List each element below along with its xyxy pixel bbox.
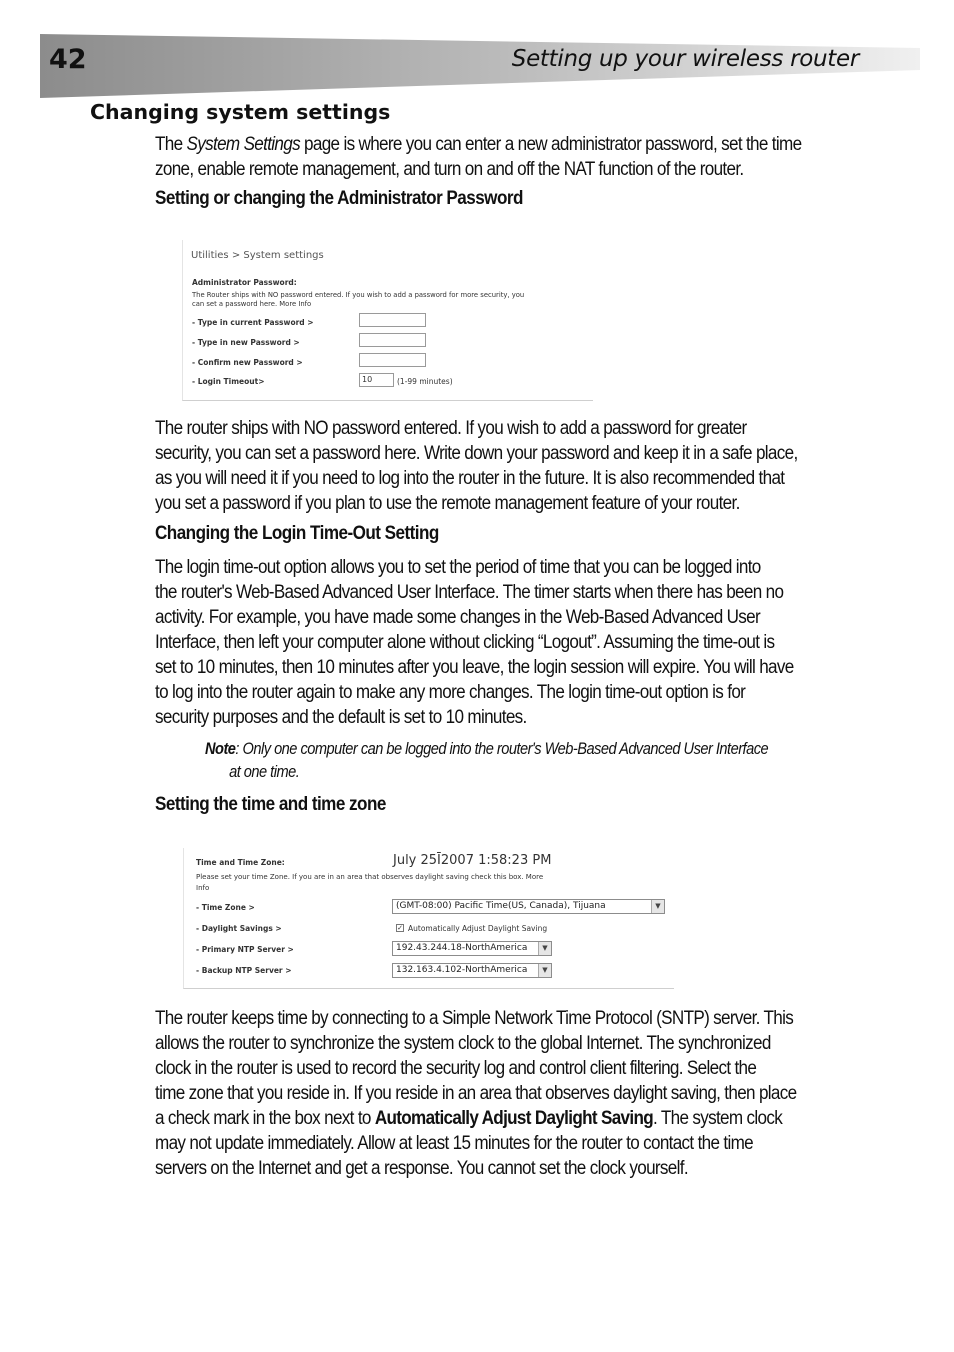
note-label: Note [205, 739, 236, 758]
time-zone-paragraph: The router keeps time by connecting to a Simple Network Time Protocol (SNTP) server. This allows the router to synchronize the system clock to the global Internet. The synchronized clock in the router is used to record the security log and control client filtering. Select the time zone that you reside in. If you reside in an area that observes daylight saving, then place a check mark in the box next to Automatically Adjust Daylight Saving. The system clock may not update immediately. Allow at least 15 minutes for the router to contact the time servers on the Internet and get a response. You cannot set the clock yourself. [155, 1008, 797, 1179]
note: Note: Only one computer can be logged into the router's Web-Based Advanced User Interface at one time. [205, 739, 769, 781]
intro-paragraph: The System Settings page is where you can enter a new administrator password, set the time zone, enable remote management, and turn on and off the NAT function of the router. [155, 134, 802, 180]
admin-password-description-2: can set a password here. More Info [192, 300, 312, 308]
confirm-password-input[interactable] [359, 353, 426, 367]
login-timeout-input[interactable]: 10 [359, 373, 394, 387]
new-password-input[interactable] [359, 333, 426, 347]
breadcrumb: Utilities > System settings [191, 250, 324, 261]
confirm-password-label: - Confirm new Password > [192, 358, 303, 367]
system-settings-term: System Settings [186, 134, 300, 155]
time-zone-heading: Setting the time and time zone [155, 794, 386, 815]
backup-ntp-select[interactable]: 132.163.4.102-NorthAmerica ▼ [392, 963, 552, 978]
login-timeout-paragraph: The login time-out option allows you to set the period of time that you can be logged into the router's Web-Based Advanced User Interface. The timer starts when there has been no activity. For example, you have made some changes in the Web-Based Advanced User Interface, then left your computer alone without clicking “Logout”. Assuming the time-out is set to 10 minutes, then 10 minutes after you leave, the login session will expire. You will have to log into the router again to make any more changes. The login time-out option is for security purposes and the default is set to 10 minutes. [155, 557, 794, 728]
chevron-down-icon: ▼ [651, 900, 664, 913]
admin-password-description: The Router ships with NO password entered. If you wish to add a password for more security, you [192, 291, 525, 299]
auto-adjust-dst-term: Automatically Adjust Daylight Saving [374, 1108, 653, 1129]
time-zone-screenshot [183, 848, 674, 989]
chevron-down-icon: ▼ [538, 942, 551, 955]
login-timeout-label: - Login Timeout> [192, 377, 265, 386]
time-zone-title: Time and Time Zone: [196, 858, 285, 867]
daylight-saving-checkbox-label: Automatically Adjust Daylight Saving [408, 924, 548, 933]
daylight-saving-checkbox[interactable]: ✓ [397, 924, 403, 932]
current-password-input[interactable] [359, 313, 426, 327]
time-zone-description: Please set your time Zone. If you are in an area that observes daylight saving check this box. More [196, 873, 544, 881]
backup-ntp-label: - Backup NTP Server > [196, 966, 292, 975]
time-zone-description-2: Info [196, 884, 210, 892]
page-number: 42 [49, 44, 87, 75]
admin-password-paragraph: The router ships with NO password entered. If you wish to add a password for greater security, you can set a password here. Write down your password and keep it in a safe place, as you will need it if you need to log into the router in the future. It is also recommended that you set a password if you plan to use the remote management feature of your router. [155, 418, 798, 514]
time-zone-select[interactable]: (GMT-08:00) Pacific Time(US, Canada), Tijuana ▼ [392, 899, 665, 914]
time-zone-label: - Time Zone > [196, 903, 255, 912]
section-title: Changing system settings [90, 100, 391, 124]
current-password-label: - Type in current Password > [192, 318, 314, 327]
admin-password-title: Administrator Password: [192, 278, 297, 287]
chevron-down-icon: ▼ [538, 964, 551, 977]
running-head: Setting up your wireless router [511, 46, 859, 72]
login-timeout-heading: Changing the Login Time-Out Setting [155, 523, 439, 544]
admin-password-screenshot [182, 240, 593, 401]
primary-ntp-select[interactable]: 192.43.244.18-NorthAmerica ▼ [392, 941, 552, 956]
login-timeout-hint: (1-99 minutes) [397, 377, 453, 386]
current-datetime: July 25Ī2007 1:58:23 PM [393, 853, 552, 868]
new-password-label: - Type in new Password > [192, 338, 300, 347]
primary-ntp-label: - Primary NTP Server > [196, 945, 294, 954]
admin-password-heading: Setting or changing the Administrator Password [155, 188, 523, 209]
daylight-savings-label: - Daylight Savings > [196, 924, 282, 933]
